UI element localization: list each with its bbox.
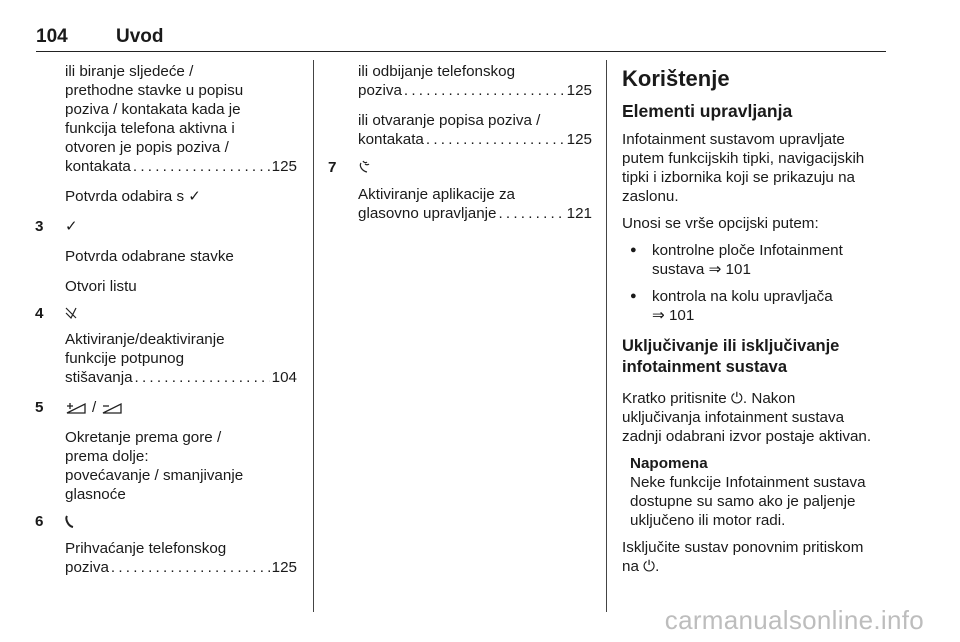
mute-icon [65,307,77,319]
note-title: Napomena [630,455,708,472]
item-7 [328,158,592,176]
text-line: poziva / kontakata kada je [65,101,241,118]
toc-leader [404,81,565,100]
item-description: Otvori listu [65,278,137,295]
subsection-heading: infotainment sustava [622,358,788,376]
arrow-icon: ⇒ [652,307,665,324]
toc-page: 125 [271,158,297,175]
check-icon: ✓ [65,218,78,235]
text-line: Aktiviranje/deaktiviranje [65,331,225,348]
item-6 [35,513,297,530]
confirm-line [65,187,297,206]
toc-page: 121 [566,205,592,222]
text-line: ili otvaranje popisa poziva / [358,112,541,129]
options-list [622,241,890,325]
watermark: carmanualsonline.info [664,605,924,635]
bullet-text: kontrola na kolu upravljača [652,288,833,305]
separator: / [92,399,97,416]
item-number: 3 [35,218,44,235]
page-header [36,26,886,52]
text-line: ili odbijanje telefonskog [358,63,516,80]
toc-page: 125 [271,559,297,576]
text-line: ili biranje sljedeće / [65,63,194,80]
item-number: 7 [328,158,337,176]
text-line: putem funkcijskih tipki, navigacijskih [622,150,865,167]
voice-control-icon [358,160,370,174]
toc-entry[interactable] [358,81,592,100]
page-number: 104 [36,26,68,47]
text-line: zadnji odabrani izvor postaje aktivan. [622,428,872,445]
arrow-icon: ⇒ [708,261,722,278]
text-line: uključeno ili motor radi. [630,512,786,529]
phone-icon [65,515,75,528]
subsection-heading: Uključivanje ili isključivanje [622,337,840,355]
item-number: 4 [35,304,44,322]
volume-up-icon [65,402,87,414]
toc-leader [135,368,270,387]
toc-entry[interactable] [65,558,297,577]
text-line: uključivanja infotainment sustava [622,409,845,426]
list-item [648,287,890,325]
text-line: na ⏻. [622,558,660,575]
text-line: Aktiviranje aplikacije za [358,186,516,203]
toc-page: 125 [566,82,592,99]
power-icon: ⏻ [643,558,656,575]
text-line: Neke funkcije Infotainment sustava [630,474,866,491]
item-description: Potvrda odabrane stavke [65,248,234,265]
toc-leader [111,558,270,577]
page-ref[interactable]: 101 [668,307,695,324]
toc-entry[interactable] [358,204,592,223]
subsection-heading: Elementi upravljanja [622,101,793,121]
text-line: funkcije potpunog [65,350,185,367]
toc-entry[interactable] [65,157,297,176]
toc-text: glasovno upravljanje [358,205,497,222]
check-icon: ✓ [188,188,201,205]
list-item [648,241,890,279]
text-line: povećavanje / smanjivanje [65,467,244,484]
column-right [622,66,890,576]
text-line: Prihvaćanje telefonskog [65,540,227,557]
text-line: dostupne su samo ako je paljenje [630,493,856,510]
toc-leader [133,157,270,176]
text-line: funkcija telefona aktivna i [65,120,235,137]
column-divider [313,60,314,612]
column-left [35,62,297,577]
toc-entry[interactable] [65,368,297,387]
toc-page: 125 [566,131,592,148]
note-box [622,454,890,530]
page-ref[interactable]: 101 [725,261,751,278]
item-3 [35,217,297,236]
text-line: Okretanje prema gore / [65,429,222,446]
text-line: glasnoće [65,486,126,503]
section-heading: Korištenje [622,66,730,91]
toc-text: kontakata [65,158,131,175]
text-line: tipki i izbornika koji se prikazuju na [622,169,855,186]
toc-text: kontakata [358,131,424,148]
text-line: prema dolje: [65,448,149,465]
bullet-text: sustava [652,261,705,278]
volume-down-icon [101,402,123,414]
item-4 [35,304,297,322]
toc-page: 104 [271,369,297,386]
power-icon: ⏻ [730,390,743,407]
text-line: Isključite sustav ponovnim pritiskom [622,539,864,556]
item-5 [35,398,297,417]
text-line: Unosi se vrše opcijski putem: [622,215,819,232]
text-line: otvoren je popis poziva / [65,139,229,156]
text-line: prethodne stavke u popisu [65,82,244,99]
text-line: Kratko pritisnite ⏻. Nakon [622,390,796,407]
section-title: Uvod [116,26,164,47]
toc-text: poziva [65,559,109,576]
bullet-text: kontrolne ploče Infotainment [652,242,843,259]
toc-leader [426,130,565,149]
toc-entry[interactable] [358,130,592,149]
toc-text: stišavanja [65,369,133,386]
item-number: 6 [35,513,44,530]
column-middle [328,62,592,223]
text-line: Infotainment sustavom upravljate [622,131,845,148]
confirm-text: Potvrda odabira s [65,188,185,205]
column-divider [606,60,607,612]
toc-leader [498,204,564,223]
item-number: 5 [35,399,44,416]
toc-text: poziva [358,82,402,99]
text-line: zaslonu. [622,188,679,205]
